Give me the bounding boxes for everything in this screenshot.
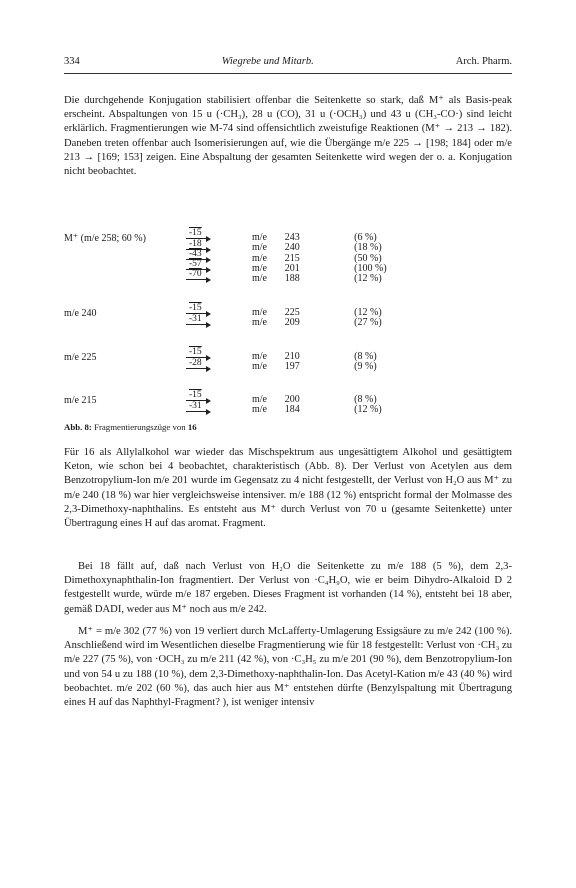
loss-arrow	[186, 270, 226, 280]
loss-value: -70	[189, 269, 202, 280]
loss-arrow	[186, 391, 226, 401]
fragment-mass: 200	[284, 394, 300, 405]
caption-text: Fragmentierungszüge von	[94, 422, 186, 432]
caption-label: Abb. 8:	[64, 422, 92, 432]
paragraph-2: Für 16 als Allylalkohol war wieder das Mischspektrum aus ungesättigtem Alkohol und gesättigtem Keton, wie schon bei 4 beobachtet, charakteristisch (Abb. 8). Der Verlust von Acetylen aus dem Benzotropylium-Ion m/e 201 wurde im Gegensatz zu 4 nicht festgestellt, der Verlust von H₂O aus M⁺ zu m/e 240 (18 %) war hier vergleichsweise intensiver. m/e 188 (12 %) entspricht formal der Molmasse des 2,3-Dimethoxy-naphthalins. Es entsteht aus M⁺ durch Verlust von 70 u (gesamte Seitenkette) unter Übertragung eines H auf das aromat. Fragment.	[64, 447, 512, 530]
fragment-intensity: (12 %)	[354, 273, 382, 285]
header-rule	[64, 73, 512, 74]
loss-arrow	[186, 304, 226, 314]
fragment-list	[252, 395, 412, 416]
loss-arrow	[186, 348, 226, 358]
fragment-intensity: (6 %)	[354, 232, 377, 243]
fragment-row	[252, 254, 412, 264]
fragment-intensity: (50 %)	[354, 252, 382, 264]
arrow-shaft	[186, 368, 208, 369]
fragment-list	[252, 233, 412, 284]
loss-value: -43	[189, 248, 202, 259]
fragment-intensity: (8 %)	[354, 394, 377, 405]
fragment-mass: 225	[284, 307, 300, 318]
arrow-head-icon	[206, 409, 211, 415]
fragment-row	[252, 243, 412, 253]
fragment-mass: 243	[284, 232, 300, 243]
fragment-mass: 188	[284, 273, 300, 285]
me-label: m/e	[252, 351, 267, 362]
parent-ion-label: m/e 240	[64, 308, 97, 319]
fragment-mass: 201	[284, 262, 300, 274]
parent-ion-label: m/e 225	[64, 352, 97, 363]
fragment-row	[252, 352, 412, 362]
paragraph-1: Die durchgehende Konjugation stabilisiert offenbar die Seitenkette so stark, daß M⁺ als Basis-peak erscheint. Abspaltungen von 15 u (·CH₃), 28 u (CO), 31 u (·OCH₃) und 43 u (CH₃-CO·) sind leicht erklärlich. Fragmentierungen wie M-74 sind offensichtlich zweistufige Reaktionen (M⁺ → 213 → 182). Daneben treten offenbar auch Isomerisierungen auf, wie die Übergänge m/e 225 → [198; 184] oder m/e 213 → [169; 153] zeigen. Eine Abspaltung der gesamten Seitenkette wird wegen der o. a. Konjugation nicht beobachtet.	[64, 95, 512, 178]
loss-value: -15	[189, 303, 202, 314]
loss-arrow	[186, 314, 226, 324]
loss-value: -28	[189, 357, 202, 368]
fragment-intensity: (18 %)	[354, 242, 382, 254]
fragmentation-scheme	[64, 229, 512, 414]
fragment-row	[252, 318, 412, 328]
me-label: m/e	[252, 361, 267, 373]
me-label: m/e	[252, 273, 267, 285]
loss-value: -18	[189, 238, 202, 249]
parent-ion-label: m/e 215	[64, 395, 97, 406]
fragment-list	[252, 308, 412, 329]
loss-arrows	[186, 348, 226, 369]
loss-value: -15	[189, 347, 202, 358]
running-header	[64, 56, 512, 67]
fragment-row	[252, 362, 412, 372]
fragment-mass: 184	[284, 404, 300, 416]
page-number: 334	[64, 56, 80, 67]
fragment-intensity: (12 %)	[354, 404, 382, 416]
me-label: m/e	[252, 252, 267, 264]
fragment-intensity: (9 %)	[354, 361, 377, 373]
fragment-mass: 210	[284, 351, 300, 362]
fragment-row	[252, 395, 412, 405]
fragment-intensity: (8 %)	[354, 351, 377, 362]
arrow-head-icon	[206, 322, 211, 328]
loss-value: -15	[189, 228, 202, 239]
loss-arrow	[186, 358, 226, 368]
arrow-head-icon	[206, 277, 211, 283]
loss-arrows	[186, 304, 226, 325]
fragment-row	[252, 308, 412, 318]
paragraph-3: Bei 18 fällt auf, daß nach Verlust von H₂O die Seitenkette zu m/e 188 (5 %), dem 2,3-Dimethoxynaphthalin-Ion fragmentiert. Der Verlust von ·C₄H₉O, wie er beim Dihydro-Alkaloid D 2 festgestellt wurde, würde m/e 187 ergeben. Dieses Fragment ist vorhanden (14 %), entsteht bei 18 aber, gemäß DADI, weder aus M⁺ noch aus m/e 242.	[64, 561, 512, 615]
arrow-shaft	[186, 324, 208, 325]
loss-value: -15	[189, 390, 202, 401]
fragment-mass: 197	[284, 361, 300, 373]
me-label: m/e	[252, 232, 267, 243]
fragment-list	[252, 352, 412, 373]
loss-value: -31	[189, 313, 202, 324]
arrow-head-icon	[206, 366, 211, 372]
fragment-row	[252, 264, 412, 274]
loss-value: -57	[189, 259, 202, 270]
loss-arrows	[186, 391, 226, 412]
paragraph-4: M⁺ = m/e 302 (77 %) von 19 verliert durch McLafferty-Umlagerung Essigsäure zu m/e 242 (100 %). Anschließend wird im Wesentlichen dieselbe Fragmentierung wie für 18 festgestellt: Verlust von ·CH₃ zu m/e 227 (75 %), von ·OCH₃ zu m/e 211 (42 %), von ·C₃H₅ zu m/e 201 (90 %), dem Benzotropylium-Ion und von 54 u zu 188 (10 %), dem 2,3-Dimethoxy-naphthalin-Ion. Das Acetyl-Kation m/e 43 (40 %) wird beobachtet. m/e 202 (60 %), das auch hier aus M⁺ entstehen dürfte (Benzylspaltung mit Übertragung eines H auf das Naphthyl-Fragment? ), ist weniger intensiv	[64, 626, 512, 709]
me-label: m/e	[252, 262, 267, 274]
arrow-shaft	[186, 279, 208, 280]
running-authors: Wiegrebe und Mitarb.	[221, 56, 314, 67]
figure-caption	[64, 422, 197, 432]
journal-name: Arch. Pharm.	[455, 56, 512, 67]
fragment-row	[252, 405, 412, 415]
arrow-shaft	[186, 411, 208, 412]
fragment-intensity: (27 %)	[354, 317, 382, 329]
caption-compound: 16	[187, 422, 197, 432]
fragment-mass: 215	[284, 252, 300, 264]
me-label: m/e	[252, 394, 267, 405]
fragment-mass: 209	[284, 317, 300, 329]
parent-ion-label: M⁺ (m/e 258; 60 %)	[64, 233, 146, 244]
me-label: m/e	[252, 307, 267, 318]
fragment-mass: 240	[284, 242, 300, 254]
loss-value: -31	[189, 400, 202, 411]
loss-arrow	[186, 229, 226, 239]
me-label: m/e	[252, 317, 267, 329]
me-label: m/e	[252, 242, 267, 254]
me-label: m/e	[252, 404, 267, 416]
fragment-row	[252, 233, 412, 243]
fragment-intensity: (12 %)	[354, 307, 382, 318]
loss-arrows	[186, 229, 226, 280]
fragment-row	[252, 274, 412, 284]
loss-arrow	[186, 401, 226, 411]
fragment-intensity: (100 %)	[354, 262, 387, 274]
